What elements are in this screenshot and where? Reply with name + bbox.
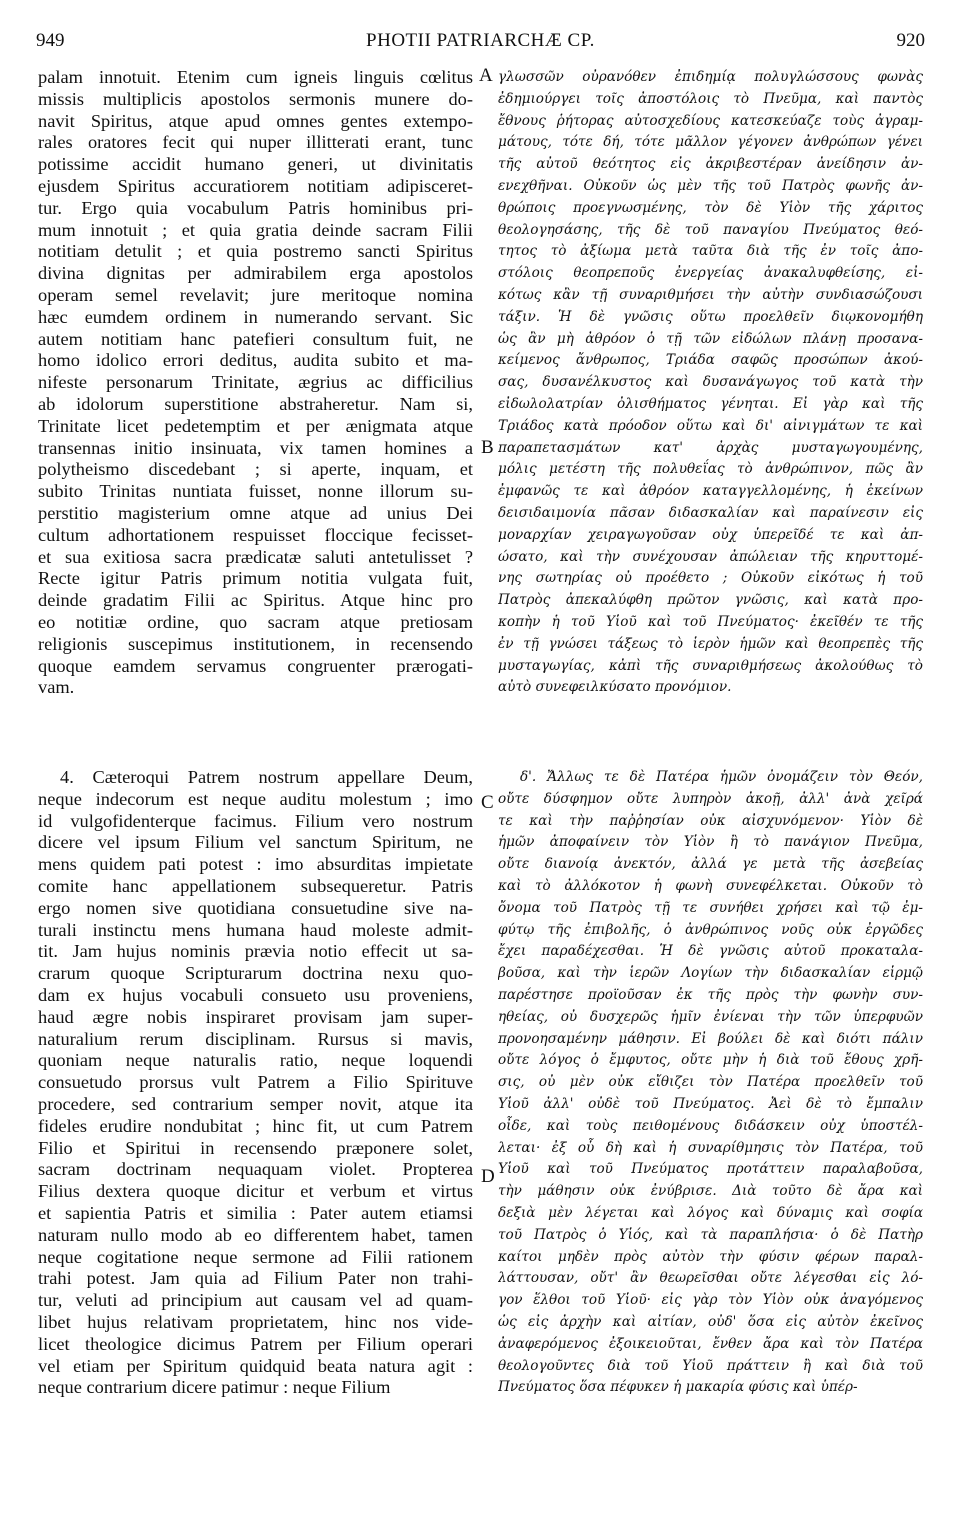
text-line: δ'. Ἄλλως τε δὲ Πατέρα ἡμῶν ὀνομάζειν τὸν Θεόν, — [520, 769, 923, 785]
text-line: libet hujus relativam proprietatem, hinc nos vide- — [38, 1311, 473, 1332]
text-line: turali instinctu mens humana haud moleste admit- — [38, 919, 473, 940]
text-line: Πατρὸς ἀπεκαλύφθη πρῶτον γνῶσις, καὶ κατὰ προ- — [498, 592, 923, 609]
text-line: δεξιὰ μὲν λέγεται καὶ λόγος καὶ δύναμις καὶ σοφία — [498, 1204, 923, 1221]
text-line: ἐν τῇ γνώσει τάξεως τὸ ἱερὸν ἡμῶν καὶ θεοπρεπὲς τῆς — [498, 635, 923, 652]
text-line: ὄνομα τοῦ Πατρὸς τῇ τε συνήθει χρήσει καὶ τῷ ἐμ- — [498, 899, 923, 916]
page-header — [36, 30, 925, 54]
text-line: ab idolorum superstitione abstraheretur. Nam si, — [38, 393, 473, 414]
text-line: dicere vel ipsum Filium vel sanctum Spiritum, ne — [38, 832, 473, 853]
text-line: προνοησαμένην μάθησιν. Εἰ βούλει δὲ καὶ διότι πάλιν — [498, 1030, 923, 1047]
text-line: μυσταγωγίας, κἀπὶ τῆς συναριθμήσεως ἀκολούθως τὸ — [498, 657, 923, 674]
margin-marker-a: A — [479, 65, 493, 86]
text-line: religionis suscepimus institutionem, in recensendo — [38, 633, 473, 654]
text-line: haud ægre nobis inspiraret provisam jam super- — [38, 1006, 473, 1027]
text-line: κότως κἂν τῇ συναριθμήσει τὴν αὐτὴν συνδιασώζουσι — [498, 286, 923, 303]
text-line: ἐδημιούργει τοῖς ἀποστόλοις τὸ Πνεῦμα, καὶ παντὸς — [498, 90, 923, 107]
text-line: neque indecorum est neque auditu molestum ; imo — [38, 788, 473, 809]
text-line: neque contrarium dicere patimur : neque Filium — [38, 1377, 391, 1398]
text-line: consuetudo prorsus vult Patrem a Filio Spirituve — [38, 1072, 473, 1093]
text-line: quoniam neque naturalis ratio, neque loquendi — [38, 1050, 473, 1071]
margin-marker-d: D — [481, 1166, 495, 1187]
running-title: PHOTII PATRIARCHÆ CP. — [366, 30, 595, 51]
text-line: naturam nullo modo ab eo differentem habet, tamen — [38, 1224, 473, 1245]
text-line: divina dignitas per admirabilem erga apostolos — [38, 263, 473, 284]
text-line: παρέστησε προϊοῦσαν ἐκ τῆς πρὸς τὴν φωνὴν συν- — [498, 986, 923, 1003]
text-line: οὔτε δύσφημον οὔτε λυπηρὸν ἀκοῇ, ἀλλ' ἀνὰ χεῖρά — [498, 790, 923, 807]
text-line: τὴν μάθησιν οὐκ ἐνύβρισε. Διὰ τοῦτο δὲ ἄρα καὶ — [498, 1183, 923, 1200]
text-line: καίτοι μηδὲν πρὸς αὐτὸν τὴν φύσιν φέρων παραλ- — [498, 1248, 923, 1265]
text-line: tit. Jam hujus nominis prævia notio effecit ut sa- — [38, 941, 473, 962]
text-line: στόλοις θεοπρεποῦς ἐνεργείας ἀνακαλυφθείσης, εἰ- — [498, 265, 923, 282]
text-line: homo idolico errori deditus, audita subito et ma- — [38, 350, 473, 371]
text-line: ὡς εἰς ἀρχὴν καὶ αἰτίαν, οὐδ' ὅσα εἰς αὐτὸν ἐκεῖνος — [498, 1313, 923, 1330]
text-line: mens quidem pati potest : imo absurditas impietate — [38, 854, 473, 875]
text-line: autem notitiam hanc patefieri consultum fuit, ne — [38, 328, 473, 349]
text-line: operam semel revelavit; jure meritoque nomina — [38, 284, 473, 305]
text-line: Filius dextera quoque dicitur et verbum et virtus — [38, 1181, 473, 1202]
text-line: οἶδε, καὶ τοὺς πειθομένους διδάσκειν οὐχ ὑποστέλ- — [498, 1117, 923, 1134]
text-line: Τριάδος κατὰ πρόοδον οὕτω καὶ δι' αἰνιγμάτων τε καὶ — [498, 417, 923, 434]
text-line: rales oratores fecit qui nuper illitterati erant, tunc — [38, 132, 473, 153]
text-line: ώσατο, καὶ τὴν συνέχουσαν ἀπώλειαν τῆς κηρυττομέ- — [498, 548, 923, 565]
text-line: μοναρχίαν χειραγωγοῦσαν οὐχ ὑπερεῖδέ τε καὶ ἀπ- — [498, 526, 923, 543]
text-line: neque cogitatione neque sermone ad Filii rationem — [38, 1246, 473, 1267]
text-line: transennas initio insinuata, vix tamen homines a — [38, 437, 473, 458]
text-line: ηθείας, οὐ δυσχερῶς ἡμῖν ἐνίεναι τὴν τῶν ὑπερφυῶν — [498, 1008, 923, 1025]
text-line: comite hanc appellationem subsequeretur. Patris — [38, 875, 473, 896]
text-line: trahi potest. Jam quia ad Filium Pater non trahi- — [38, 1268, 473, 1289]
text-line: παραπετασμάτων κατ' ἀρχὰς μυσταγωγουμένης, — [498, 439, 923, 456]
text-line: τητος τὸ ἀξίωμα μετὰ ταῦτα διὰ τῆς ἐν τοῖς ἀπο- — [498, 243, 923, 260]
text-line: subito Trinitas nuntiata fuisset, nonne illorum su- — [38, 481, 473, 502]
text-line: τε καὶ τὴν παῤῥησίαν οὐκ αἰσχυνόμενον· Υἱὸν δὲ — [498, 812, 923, 829]
text-line: Filio et Spiritui in recensendo præponere solet, — [38, 1137, 473, 1158]
text-line: οὔτε λόγος ὁ ἔμφυτος, οὔτε μὴν ἡ διὰ τοῦ ἔθους χρῆ- — [498, 1052, 923, 1069]
right-page-number: 920 — [896, 30, 925, 51]
text-line: quoque eamdem servamus congruenter prærogati- — [38, 655, 473, 676]
text-line: εἰδωλολατρίαν ὀλισθήματος γένηται. Εἰ γὰρ καὶ τῆς — [498, 395, 923, 412]
text-line: deinde gradatim Filii ac Spiritus. Atque hinc pro — [38, 590, 473, 611]
text-line: κείμενος ἄνθρωπος, Τριάδα σαφῶς προσώπων ἀκού- — [498, 352, 923, 369]
text-line: κοπὴν ἡ τοῦ Υἱοῦ καὶ τοῦ Πνεύματος· ἐκεῖθέν τε τῆς — [498, 613, 923, 630]
text-line: μάτους, τότε δή, τότε μᾶλλον γέγονεν ἀνθρώπων γένει — [498, 134, 923, 151]
text-line: Υἱοῦ καὶ τοῦ Πνεύματος προτάττειν παραλαβοῦσα, — [498, 1161, 923, 1178]
greek-column-top — [498, 67, 923, 699]
margin-marker-c: C — [481, 792, 494, 813]
text-line: οὔτε διανοίᾳ ἀνεκτόν, ἀλλά γε μετὰ τῆς ἀσεβείας — [498, 856, 923, 873]
text-line: potissime accidit humano generi, ut divinitatis — [38, 154, 473, 175]
text-line: notitiam detulit ; et quia postremo sancti Spiritus — [38, 241, 473, 262]
text-line: Υἱοῦ ἀλλ' οὐδὲ τοῦ Πνεύματος. Ἀεὶ δὲ τὸ ἔμπαλιν — [498, 1095, 923, 1112]
text-line: σας, δυσανέλκυστος καὶ δυσανάγωγος τοῦ κατὰ τὴν — [498, 374, 923, 391]
text-line: καὶ τὸ ἀλλόκοτον ἡ φωνὴ συνεφέλκεται. Οὐκοῦν τὸ — [498, 877, 923, 894]
text-line: licet theologice dicimus Patrem per Filium operari — [38, 1333, 473, 1354]
text-line: ἔθνους ῥήτορας αὐτοσχεδίους κατεσκεύαζε τοὺς ἀγραμ- — [498, 112, 923, 129]
text-line: dam ex hujus vocabuli consueto usu proveniens, — [38, 984, 473, 1005]
text-line: Recte igitur Patris primum notitia vulgata fuit, — [38, 568, 473, 589]
text-line: φύτῳ τῆς ἐπιβολῆς, ὁ ἀνθρώπινος νοῦς οὐκ ἐργῶδες — [498, 921, 923, 938]
text-line: ἀναφερόμενος ἐξοικειοῦται, ἔνθεν ἄρα καὶ τὸν Πατέρα — [498, 1335, 923, 1352]
text-line: tur, veluti ad principium aut causam vel ad quam- — [38, 1290, 473, 1311]
text-line: τῆς αὐτοῦ θεότητος εἰς ἀκριβεστέραν ἀνείδησιν ἀν- — [498, 156, 923, 173]
left-page-number: 949 — [36, 30, 65, 51]
text-line: eo notitiæ ordine, quo sacram atque pretiosam — [38, 611, 473, 632]
text-line: 4. Cæteroqui Patrem nostrum appellare Deum, — [60, 767, 473, 787]
text-line: procedere, sed contrarium semper novit, atque ita — [38, 1093, 473, 1114]
greek-column-bottom — [498, 767, 923, 1399]
text-line: μόλις μετέστη τῆς πολυθεΐας τὸ ἀνθρώπινον, πῶς ἂν — [498, 461, 923, 478]
text-line: γον ἕλθοι τοῦ Υἱοῦ· εἰς γὰρ τὸν Υἱὸν οὐκ ἀναγόμενος — [498, 1292, 923, 1309]
text-line: αὐτὸ συνεφειλκύσατο προνόμιον. — [498, 679, 732, 696]
text-line: hæc eumdem ordinem in numerando servant. Sic — [38, 306, 473, 327]
text-line: λεται· ἐξ οὗ δὴ καὶ ἡ συναρίθμησις τὸν Πατέρα, τοῦ — [498, 1139, 923, 1156]
text-line: mum innotuit ; et quia gratia deinde sacram Filii — [38, 219, 473, 240]
text-line: ergo nomen sive quotidiana consuetudine sive na- — [38, 897, 473, 918]
latin-column-bottom — [38, 767, 473, 1399]
text-line: τάξιν. Ἡ δὲ γνῶσις οὕτω προελθεῖν διῳκονομήθη — [498, 308, 923, 325]
text-line: naturalium rerum disciplinam. Rursus si mavis, — [38, 1028, 473, 1049]
text-line: nifeste personarum Trinitate, ægrius ac difficilius — [38, 372, 473, 393]
text-line: τοῦ Πατρὸς ὁ Υἱός, καὶ τὰ παραπλήσια· ὁ δὲ Πατὴρ — [498, 1226, 923, 1243]
text-line: et sapientia Patris et similia : Pater autem etiamsi — [38, 1202, 473, 1223]
text-line: Trinitate licet pedetemptim et per ænigmata atque — [38, 415, 473, 436]
text-line: missis multiplicis apostolos sermonis munere do- — [38, 88, 473, 109]
text-line: θεολογοῦντες διὰ τοῦ Υἱοῦ πράττειν ἢ καὶ διὰ τοῦ — [498, 1357, 923, 1374]
text-line: cultum adhortationem respuisset floccique fecisset- — [38, 524, 473, 545]
latin-column-top — [38, 67, 473, 699]
text-line: θεολογησάσης, τῆς δὲ τοῦ παναγίου Πνεύματος θεό- — [498, 221, 923, 238]
text-line: θρώποις προεγνωσμένης, τὸν δὲ Υἱὸν τῆς χάριτος — [498, 199, 923, 216]
text-line: et sua exitiosa sacra prædicatæ saluti antetulisset ? — [38, 546, 473, 567]
text-line: ejusdem Spiritus accuratiorem notitiam adipisceret- — [38, 175, 473, 196]
text-line: σις, οὐ μὲν οὐκ εἴθιζει τὸν Πατέρα προελθεῖν τοῦ — [498, 1074, 923, 1091]
text-line: δεισιδαιμονία πᾶσαν διδασκαλίαν καὶ παραίνεσιν εἰς — [498, 504, 923, 521]
text-line: navit Spiritus, atque apud omnes gentes extempo- — [38, 110, 473, 131]
text-line: vel etiam per Spiritum quidquid beata natura agit : — [38, 1355, 473, 1376]
text-line: λάττουσαν, οὔτ' ἂν θεωρεῖσθαι οὔτε λέγεσθαι εἰς λό- — [498, 1270, 923, 1287]
text-line: perstitio magisterium omne atque ad unius Dei — [38, 502, 473, 523]
text-line: id vulgofidenterque facimus. Filium vero nostrum — [38, 810, 473, 831]
text-line: Πνεύματος ὅσα πέφυκεν ἡ μακαρία φύσις καὶ ὑπέρ- — [498, 1379, 858, 1396]
text-line: νης σωτηρίας οὐ προέθετο ; Οὐκοῦν εἰκότως ἡ τοῦ — [498, 570, 923, 587]
text-line: ἔχει παραδέχεσθαι. Ἡ δὲ γνῶσις αὐτοῦ προκαταλα- — [498, 943, 923, 960]
text-line: tur. Ergo quia vocabulum Patris hominibus pri- — [38, 197, 473, 218]
text-line: ἐμφανῶς τε καὶ ἀθρόον καταγγελλομένης, ἡ ἐκείνων — [498, 483, 923, 500]
text-line: sacram doctrinam nequaquam violet. Propterea — [38, 1159, 473, 1180]
text-line: palam innotuit. Etenim cum igneis linguis cœlitus — [38, 67, 473, 87]
text-line: βοῦσα, καὶ τὴν ἱερῶν Λογίων τὴν διδασκαλίαν εἱρμῷ — [498, 965, 923, 982]
text-line: γλωσσῶν οὐρανόθεν ἐπιδημίᾳ πολυγλώσσους φωνὰς — [498, 69, 923, 85]
text-line: vam. — [38, 677, 75, 698]
text-line: ἡμῶν ἀποφαίνειν τὸν Υἱὸν ἢ τὸ πανάγιον Πνεῦμα, — [498, 834, 923, 851]
text-line: ενεχθῆναι. Οὐκοῦν ὡς μὲν τῆς τοῦ Πατρὸς φωνῆς ἀν- — [498, 177, 923, 194]
text-line: crarum quoque Scripturarum doctrina nexu quo- — [38, 963, 473, 984]
text-line: fideles erudire nondubitat ; hinc fit, ut cum Patrem — [38, 1115, 473, 1136]
text-line: polytheismo discedebant ; si aperte, inquam, et — [38, 459, 473, 480]
margin-marker-b: B — [481, 437, 494, 458]
text-line: ὡς ἂν μὴ ἀθρόον ὁ τῇ τῶν εἰδώλων πλάνῃ προσανα- — [498, 330, 923, 347]
